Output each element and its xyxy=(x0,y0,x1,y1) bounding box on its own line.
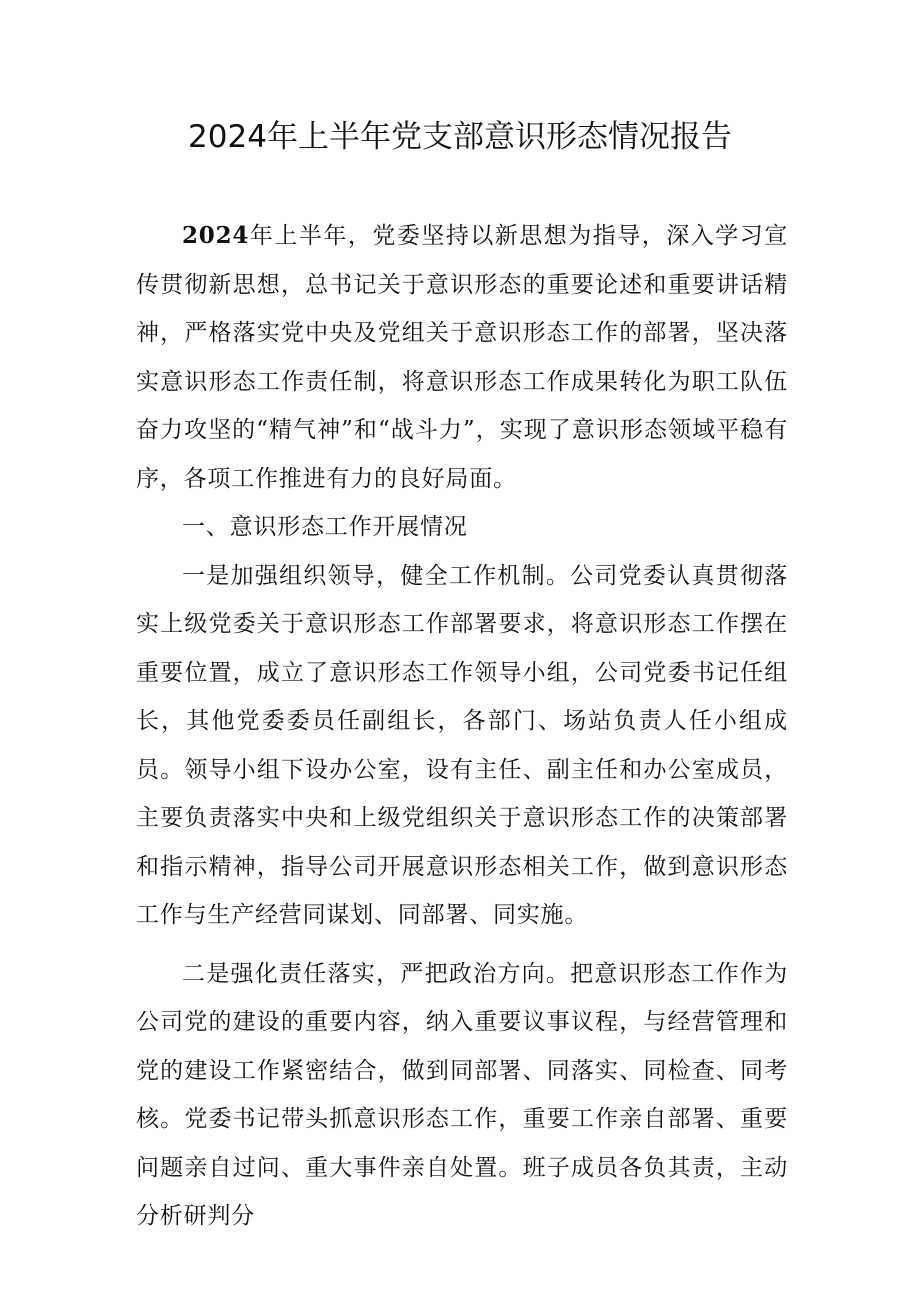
section-heading-1: 一、意识形态工作开展情况 xyxy=(182,514,468,540)
intro-year: 2024 xyxy=(182,222,250,249)
paragraph-gap xyxy=(136,940,788,950)
document-title: 2024年上半年党支部意识形态情况报告 xyxy=(188,119,732,155)
paragraph-1: 一是加强组织领导，健全工作机制。公司党委认真贯彻落实上级党委关于意识形态工作部署要求，将意识形态工作摆在重要位置，成立了意识形态工作领导小组，公司党委书记任组长，其他党委委员任副组长，各部门、场站负责人任小组成员。领导小组下设办公室，设有主任、副主任和办公室成员，主要负责落实中央和上级党组织关于意识形态工作的决策部署和指示精神，指导公司开展意识形态相关工作，做到意识形态工作与生产经营同谋划、同部署、同实施。 xyxy=(136,562,788,928)
paragraph-2: 二是强化责任落实，严把政治方向。把意识形态工作作为公司党的建设的重要内容，纳入重要议事议程，与经营管理和党的建设工作紧密结合，做到同部署、同落实、同检查、同考核。党委书记带头抓意识形态工作，重要工作亲自部署、重要问题亲自过问、重大事件亲自处置。班子成员各负其责，主动分析研判分 xyxy=(136,960,788,1229)
intro-text: 年上半年，党委坚持以新思想为指导，深入学习宣传贯彻新思想，总书记关于意识形态的重要论述和重要讲话精神，严格落实党中央及党组关于意识形态工作的部署，坚决落实意识形态工作责任制，将意识形态工作成果转化为职工队伍奋力攻坚的“精气神”和“战斗力”，实现了意识形态领域平稳有序，各项工作推进有力的良好局面。 xyxy=(136,223,788,492)
document-body xyxy=(136,212,788,1241)
intro-paragraph xyxy=(136,212,788,503)
